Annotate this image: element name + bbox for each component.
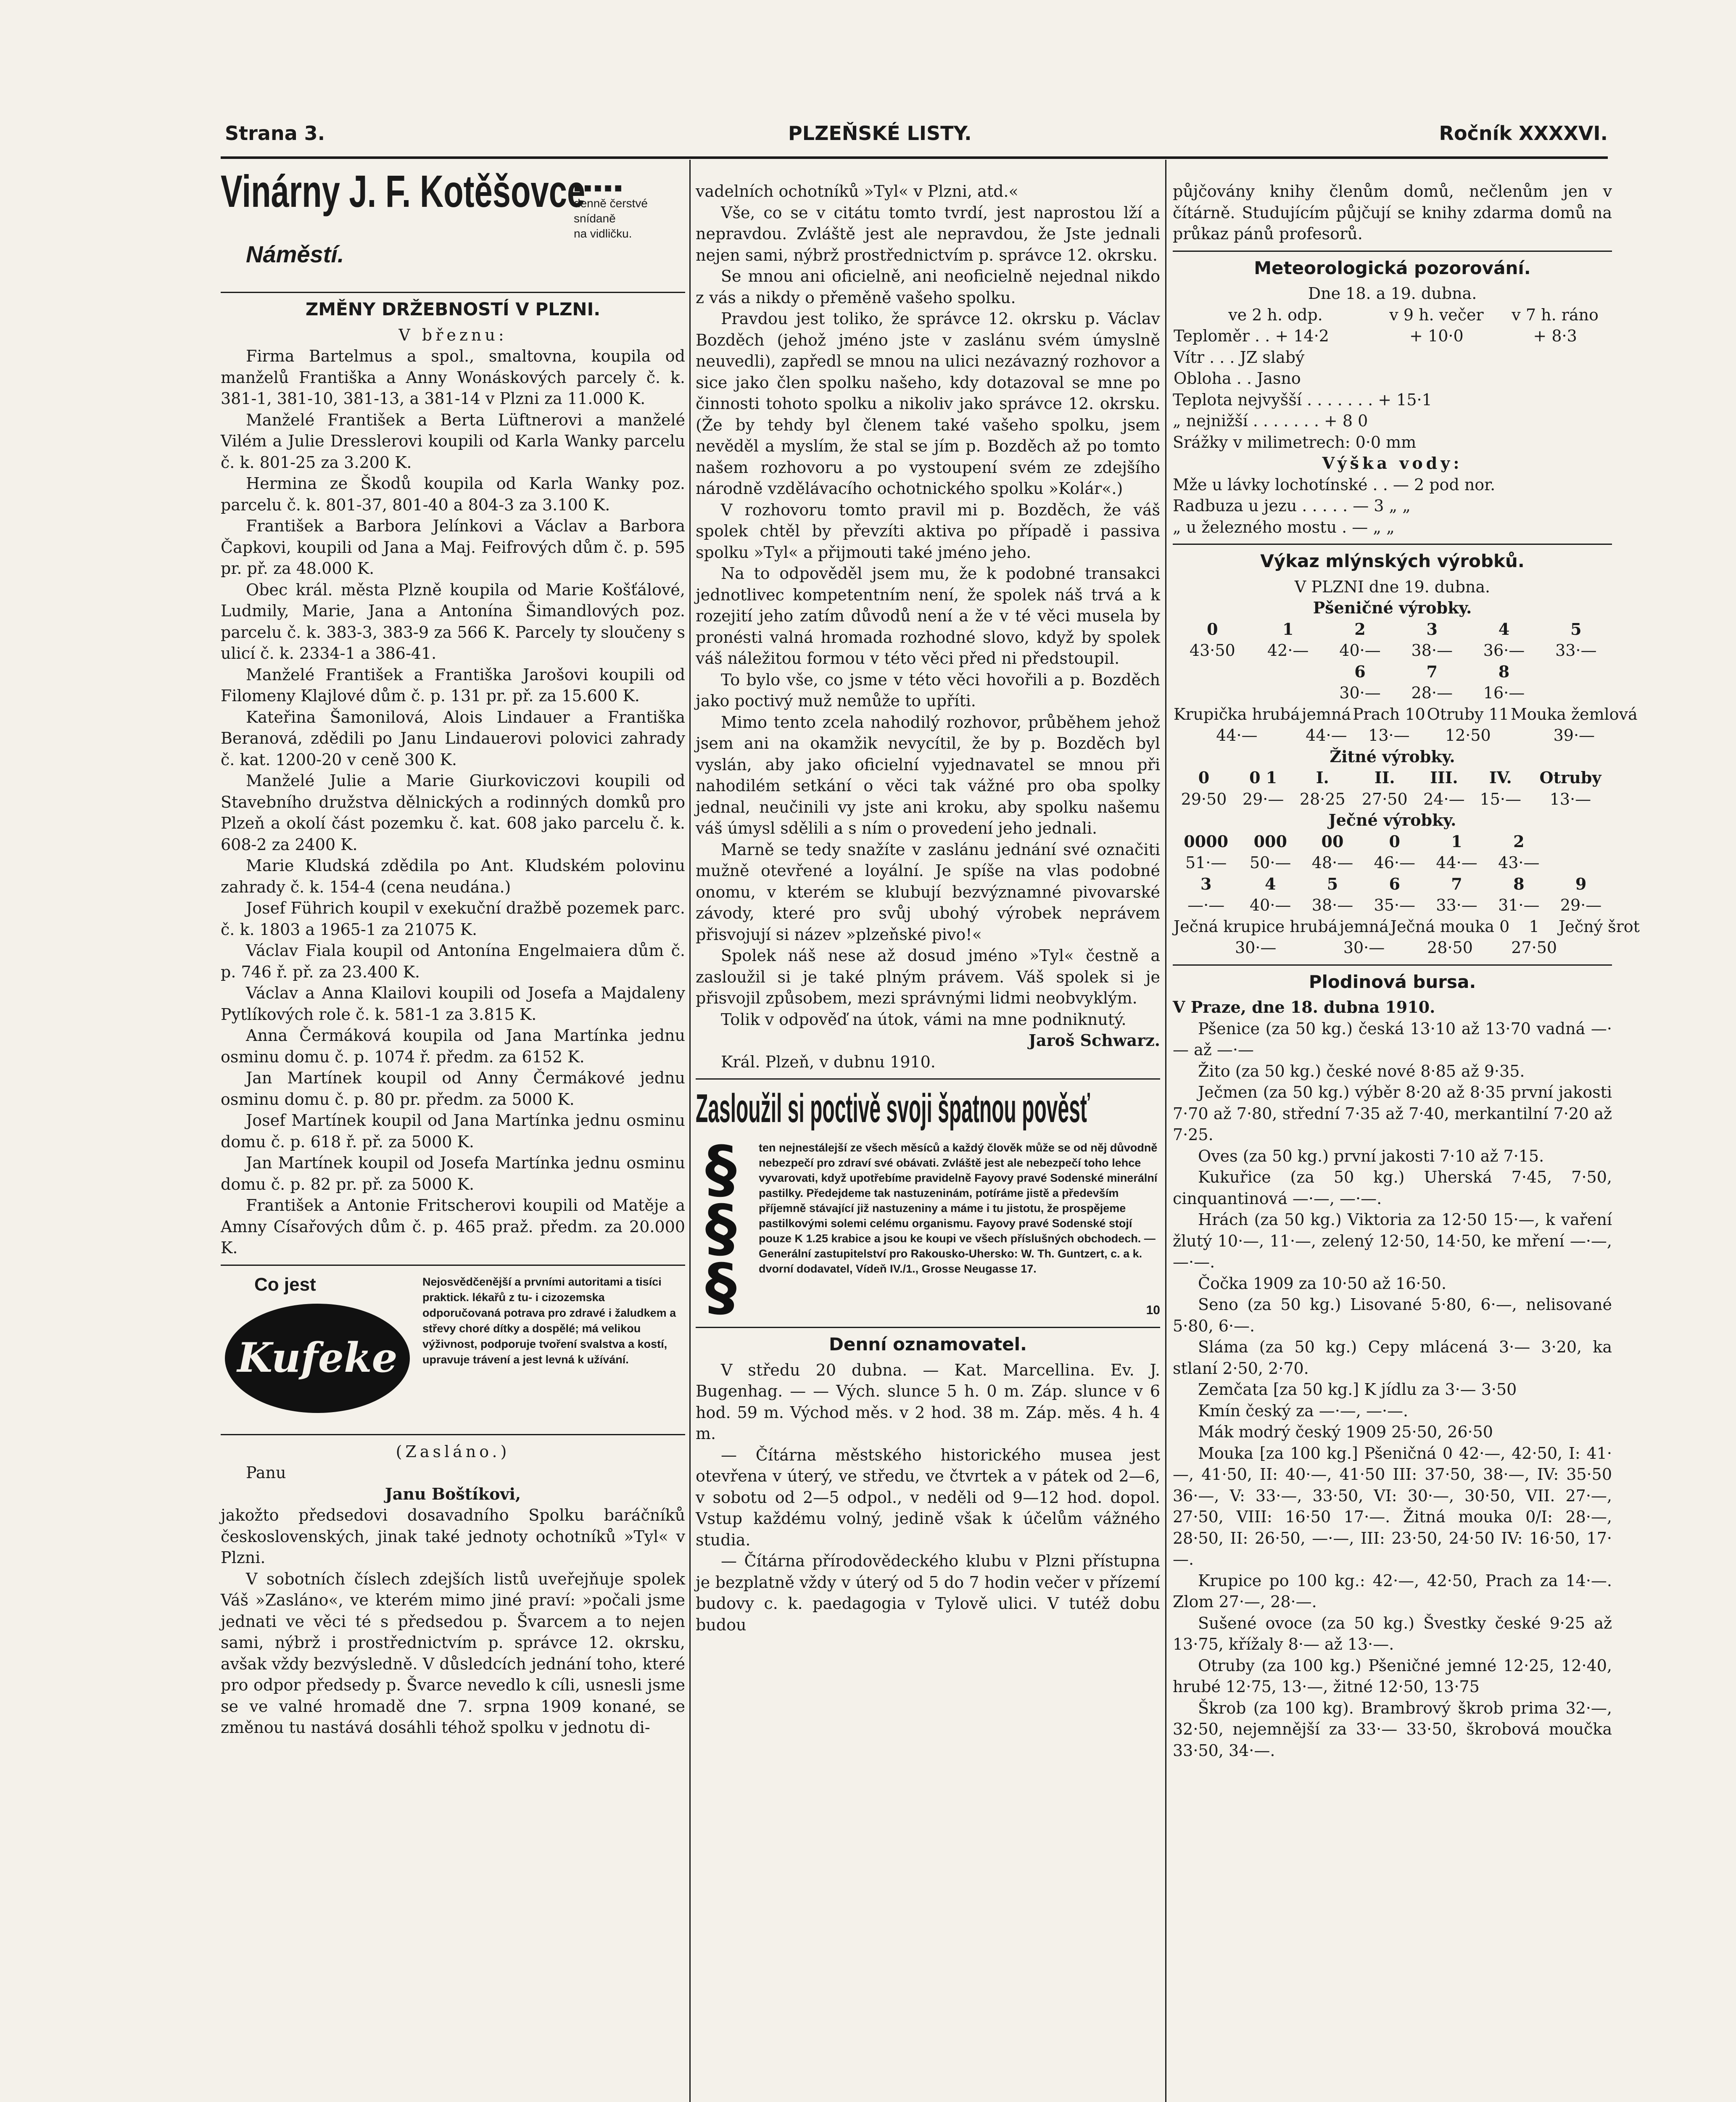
section-heading: Výkaz mlýnských výrobků.: [1260, 551, 1525, 571]
table-cell: 9: [1575, 874, 1587, 893]
bursa-item: Krupice po 100 kg.: 42·—, 42·50, Prach za 14·—. Zlom 27·—, 28·—.: [1173, 1571, 1612, 1611]
table-cell: jemná: [1301, 705, 1351, 724]
vody-row: „ u železného mostu . — „ „: [1173, 518, 1395, 536]
table-cell: 43·50: [1189, 641, 1235, 660]
table-cell: 36·—: [1483, 641, 1525, 660]
meteo-srazky: Srážky v milimetrech: 0·0 mm: [1173, 433, 1417, 452]
meteo-table: [1173, 304, 1612, 389]
table-cell: [1558, 937, 1641, 959]
jecne-table: [1173, 831, 1612, 916]
table-cell: 27·50: [1361, 790, 1408, 808]
table-cell: v 9 h. večer: [1389, 305, 1484, 324]
column-divider-2: [1165, 160, 1166, 2102]
article-paragraph: Josef Führich koupil v exekuční dražbě pozemek parc. č. k. 1803 a 1965-1 za 21075 K.: [221, 899, 685, 939]
table-cell: 33·—: [1436, 896, 1477, 914]
table-cell: 39·—: [1553, 726, 1595, 745]
table-cell: 5: [1327, 874, 1338, 893]
zaslano-addressee: Janu Boštíkovi,: [385, 1484, 521, 1503]
article-paragraph: Václav Fiala koupil od Antonína Engelmaiera dům č. p. 746 ř. př. za 23.400 K.: [221, 941, 685, 981]
table-cell: II.: [1374, 768, 1395, 787]
table-cell: 1: [1451, 832, 1462, 851]
newspaper-title: PLZEŇSKÉ LISTY.: [788, 122, 972, 145]
article-paragraph: Na to odpověděl jsem mu, že k podobné transakci jednotlivec kompetentním není, že spolek náš trvá a k rozejití jeho zatím důvodů není a že v té věci musela by pronésti valná hromada rozhodné slovo, když by spolek váš náležitou formou v této věci před ni předstoupil.: [696, 564, 1160, 668]
ad-offer-3: na vidličku.: [574, 227, 632, 240]
table-cell: Ječná mouka 0: [1390, 917, 1510, 936]
bursa-item: Hrách (za 50 kg.) Viktoria za 12·50 15·—, k vaření žlutý 10·—, 11·—, zelený 12·50, 14·50, ke mření —·—, —·—.: [1173, 1210, 1612, 1271]
table-cell: Otruby 11: [1427, 705, 1509, 724]
table-cell: v 7 h. ráno: [1512, 305, 1599, 324]
masthead: [225, 122, 1608, 160]
article-paragraph: V středu 20 dubna. — Kat. Marcellina. Ev. J. Bugenhag. — — Vých. slunce 5 h. 0 m. Záp. slunce v 6 hod. 59 m. Východ měs. v 2 hod. 38 m. Záp. měs. 4 h. 4 m.: [696, 1360, 1160, 1443]
table-cell: 5: [1570, 619, 1582, 639]
table-cell: Obloha . . Jasno: [1174, 369, 1301, 388]
table-cell: 4: [1498, 619, 1510, 639]
table-cell: 13·—: [1368, 726, 1410, 745]
ad-kufeke-title: Co jest: [254, 1274, 316, 1295]
ornament-squares: ■■■■■: [574, 181, 625, 195]
divider: [221, 1434, 685, 1435]
table-cell: 28·25: [1299, 790, 1346, 808]
bursa-item: Kmín český za —·—, —·—.: [1198, 1401, 1409, 1420]
zaslano-heading: (Zasláno.): [396, 1442, 510, 1461]
bursa-item: Kukuřice (za 50 kg.) Uherská 7·45, 7·50, cinquantinová —·—, —·—.: [1173, 1168, 1612, 1208]
table-cell: 8: [1498, 662, 1510, 681]
article-paragraph: Jan Martínek koupil od Anny Čermákové jednu osminu domu č. p. 80 pr. předm. za 5000 K.: [221, 1069, 685, 1109]
page-number: Strana 3.: [225, 122, 325, 145]
bursa-item: Zemčata [za 50 kg.] K jídlu za 3·— 3·50: [1198, 1380, 1517, 1399]
article-paragraph: Manželé František a Berta Lüftnerovi a manželé Vilém a Julie Dresslerovi koupili od Karla Wanky parcelu č. k. 801-25 za 3.200 K.: [221, 410, 685, 472]
bursa-item: Mák modrý český 1909 25·50, 26·50: [1198, 1423, 1493, 1441]
article-paragraph: Pravdou jest toliko, že správce 12. okrsku p. Václav Bozděch (jehož jméno jste v zaslánu svém úmyslně neuvedli), zapředl se mnou na ulici nezávazný rozhovor a sice jako člen spolku našeho, kdy dotazoval se mne po činnosti tohoto spolku a nikoliv jako správce 12. okrsku. (Že by tehdy byl členem také vašeho spolku, jsem nevěděl a myslím, že stal se jím p. Bozděch až po tomto našem rozhovoru a po vystoupení svém ze zdejšího národně vzdělávacího ochotnického spolku »Kolár«.): [696, 309, 1160, 498]
zaslano-to: Panu: [246, 1463, 286, 1482]
table-cell: 29·—: [1560, 896, 1602, 914]
article-paragraph: František a Barbora Jelínkovi a Václav a Barbora Čapkovi, koupili od Jana a Maj. Feifrových dům č. p. 595 pr. př. za 48.000 K.: [221, 517, 685, 578]
article-paragraph: Se mnou ani oficielně, ani neoficielně nejednal nikdo z vás a nikdy o přeměně vašeho spolku.: [696, 267, 1160, 307]
jecne-table-2: [1173, 916, 1641, 959]
bursa-item: Mouka [za 100 kg.] Pšeničná 0 42·—, 42·50, I: 41·—, 41·50, II: 40·—, 41·50 III: 37·50, 38·—, IV: 35·50 36·—, V: 33·—, 33·50, VI: 30·—, 30·50, VII. 27·—, 27·50, VIII: 16·50 17·—. Žitná mouka 0/I: 28·—, 28·50, II: 26·50, —·—, III: 23·50, 24·50 IV: 16·50, 17·—.: [1173, 1444, 1612, 1569]
ad-vinarny: [221, 166, 685, 286]
ad-sodenske-title: Zasloužil si poctivě svoji špatnou pověsť: [696, 1086, 1090, 1131]
divider: [1173, 251, 1612, 252]
table-cell: 24·—: [1423, 790, 1465, 808]
table-cell: 000: [1253, 832, 1287, 851]
table-cell: 46·—: [1374, 853, 1415, 872]
table-cell: Prach 10: [1353, 705, 1425, 724]
article-paragraph: Manželé František a Františka Jarošovi koupili od Filomeny Klajlové dům č. p. 131 pr. př. za 15.600 K.: [221, 665, 685, 705]
article-paragraph: Anna Čermáková koupila od Jana Martínka jednu osminu domu č. p. 1074 ř. předm. za 6152 K.: [221, 1026, 685, 1066]
column-3: [1173, 181, 1640, 1761]
bursa-item: Oves (za 50 kg.) první jakosti 7·10 až 7·15.: [1198, 1146, 1544, 1165]
table-cell: 51·—: [1185, 853, 1227, 872]
section-heading: ZMĚNY DRŽEBNOSTÍ V PLZNI.: [305, 299, 601, 320]
vody-heading: Výška vody:: [1322, 454, 1463, 473]
table-cell: 44·—: [1436, 853, 1477, 872]
mlyn-sub: V PLZNI dne 19. dubna.: [1294, 577, 1491, 596]
section-heading: Denní oznamovatel.: [829, 1334, 1027, 1355]
table-cell: 42·—: [1267, 641, 1309, 660]
divider: [1173, 964, 1612, 966]
signature: Jaroš Schwarz.: [1029, 1031, 1160, 1050]
table-cell: 13·—: [1549, 790, 1591, 808]
table-cell: 2: [1354, 619, 1366, 639]
article-paragraph: — Čítárna přírodovědeckého klubu v Plzni přístupna je bezplatně vždy v úterý od 5 do 7 hodin večer v přízemí budovy c. k. paedagogia v Tylově ulici. V tutéž dobu budou: [696, 1552, 1160, 1634]
meteo-min: „ nejnižší . . . . . . . + 8 0: [1173, 412, 1368, 430]
table-cell: 0000: [1184, 832, 1229, 851]
table-cell: 50·—: [1250, 853, 1291, 872]
table-cell: Ječný šrot: [1559, 917, 1640, 936]
divider: [1173, 544, 1612, 545]
place-date: Král. Plzeň, v dubnu 1910.: [721, 1052, 936, 1071]
table-cell: 28·—: [1411, 684, 1453, 702]
article-paragraph: Marie Kludská zdědila po Ant. Kludském polovinu zahrady č. k. 154-4 (cena neudána.): [221, 856, 685, 896]
table-cell: 15·—: [1480, 790, 1521, 808]
table-cell: 31·—: [1498, 896, 1540, 914]
psenicne-table: [1173, 619, 1612, 704]
month-heading: V březnu:: [398, 325, 507, 344]
table-cell: I.: [1316, 768, 1329, 787]
table-cell: 6: [1389, 874, 1400, 893]
table-cell: 00: [1321, 832, 1344, 851]
table-cell: 38·—: [1411, 641, 1453, 660]
table-cell: jemná: [1339, 917, 1389, 936]
divider: [221, 1265, 685, 1266]
divider: [696, 1327, 1160, 1328]
table-cell: 48·—: [1311, 853, 1353, 872]
table-cell: 28·50: [1427, 938, 1473, 957]
bursa-item: Škrob (za 100 kg). Brambrový škrob prima 32·—, 32·50, nejemnější za 33·— 33·50, škrobová moučka 33·50, 34·—.: [1173, 1698, 1612, 1760]
article-paragraph: půjčovány knihy členům domů, nečlenům jen v čítárně. Studujícím půjčují se knihy zdarma domů na průkaz pánů profesorů.: [1173, 182, 1612, 243]
bursa-item: Čočka 1909 za 10·50 až 16·50.: [1198, 1274, 1447, 1293]
mlyn-subheading: Žitné výrobky.: [1330, 747, 1455, 766]
mlyn-subheading: Ječné výrobky.: [1328, 811, 1456, 829]
article-paragraph: Firma Bartelmus a spol., smaltovna, koupila od manželů Františka a Anny Wonáskových parcely č. k. 381-1, 381-10, 381-13, a 381-14 v Plzni za 11.000 K.: [221, 347, 685, 408]
zitne-table: [1173, 767, 1612, 810]
ad-offer-1: denně čerstvé: [574, 197, 648, 210]
kufeke-logo: Kufeke: [225, 1304, 410, 1413]
table-cell: —·—: [1187, 896, 1225, 914]
divider: [696, 1078, 1160, 1080]
table-cell: Vítr . . . JZ slabý: [1174, 348, 1305, 367]
table-cell: III.: [1430, 768, 1458, 787]
bursa-item: Sušené ovoce (za 50 kg.) Švestky české 9·25 až 13·75, křížaly 8·— až 13·—.: [1173, 1613, 1612, 1653]
ad-number: 10: [1146, 1303, 1160, 1317]
table-cell: 0: [1389, 832, 1400, 851]
ad-sodenske: [696, 1085, 1160, 1324]
ad-sodenske-text: ten nejnestálejší ze všech měsíců a každý člověk může se od něj důvodně nebezpečí pro zdraví své obávati. Zvláště jest ale nebezpečí toho lehce vyvarovati, když upotřebíme pravidelně Fayovy pravé Sodenské minerální pastilky. Předejdeme tak nastuzeninám, potíráme jistě a především příjemně stávající již nastuzeniny a máme i tu jistotu, že prospějeme pastilkovými solemi celému organismu. Fayovy pravé Sodenské stojí pouze K 1.25 krabice a jsou ke koupi ve všech příslušných obchodech. — Generální zastupitelství pro Rakousko-Uhersko: W. Th. Guntzert, c. a k. dvorní dodavatel, Vídeň IV./1., Grosse Neugasse 17.: [759, 1141, 1158, 1275]
table-cell: 43·—: [1498, 853, 1540, 872]
table-cell: IV.: [1489, 768, 1512, 787]
bursa-item: Pšenice (za 50 kg.) česká 13·10 až 13·70 vadná —·— až —·—: [1173, 1019, 1612, 1059]
table-cell: 6: [1354, 662, 1366, 681]
bursa-item: Žito (za 50 kg.) české nové 8·85 až 9·35.: [1198, 1062, 1525, 1080]
section-heading: Plodinová bursa.: [1309, 971, 1476, 992]
table-cell: 44·—: [1306, 726, 1347, 745]
table-cell: 30·—: [1339, 684, 1381, 702]
article-paragraph: jakožto předsedovi dosavadního Spolku baráčníků československých, jinak také jednoty ochotníků »Tyl« v Plzni.: [221, 1506, 685, 1567]
divider: [221, 292, 685, 293]
article-paragraph: Obec král. města Plzně koupila od Marie Košťálové, Ludmily, Marie, Jana a Antonína Šimandlových poz. parcelu č. k. 383-3, 383-9 za 566 K. Parcely ty sloučeny s ulicí č. k. 2334-1 a 386-41.: [221, 580, 685, 663]
vody-row: Radbuza u jezu . . . . . — 3 „ „: [1173, 496, 1411, 515]
bursa-item: Otruby (za 100 kg.) Pšeničné jemné 12·25, 12·40, hrubé 12·75, 13·—, žitné 12·50, 13·75: [1173, 1656, 1612, 1696]
column-divider-1: [689, 160, 691, 2102]
ad-kufeke: [221, 1274, 685, 1426]
table-cell: 35·—: [1374, 896, 1415, 914]
table-cell: 27·50: [1511, 938, 1557, 957]
table-cell: 2: [1513, 832, 1525, 851]
bursa-item: Sláma (za 50 kg.) Cepy mlácená 3·— 3·20, ka stlaní 2·50, 2·70.: [1173, 1338, 1612, 1378]
table-cell: 38·—: [1311, 896, 1353, 914]
table-cell: 3: [1200, 874, 1212, 893]
article-paragraph: Václav a Anna Klailovi koupili od Josefa a Majdaleny Pytlíkových role č. k. 581-1 za 3.815 K.: [221, 984, 685, 1024]
article-paragraph: vadelních ochotníků »Tyl« v Plzni, atd.«: [696, 182, 1018, 201]
header-rule: [221, 156, 1608, 159]
table-cell: 29·50: [1181, 790, 1227, 808]
table-cell: + 8·3: [1533, 327, 1577, 345]
table-cell: 40·—: [1250, 896, 1291, 914]
vody-row: Mže u lávky lochotínské . . — 2 pod nor.: [1173, 475, 1496, 494]
article-paragraph: Tolik v odpověď na útok, vámi na mne podniknutý.: [721, 1010, 1127, 1029]
table-cell: 1: [1529, 917, 1539, 936]
column-2: [696, 181, 1160, 1635]
bursa-date: V Praze, dne 18. dubna 1910.: [1173, 998, 1435, 1017]
table-cell: Mouka žemlová: [1510, 705, 1638, 724]
table-cell: 16·—: [1483, 684, 1525, 702]
article-paragraph: Kateřina Šamonilová, Alois Lindauer a Františka Beranová, zdědili po Janu Lindauerovi polovici zahrady č. kat. 1200-20 v ceně 300 K.: [221, 708, 685, 769]
table-cell: + 10·0: [1409, 327, 1464, 345]
table-cell: 4: [1265, 874, 1276, 893]
table-cell: 33·—: [1555, 641, 1597, 660]
article-paragraph: — Čítárna městského historického musea jest otevřena v úterý, ve středu, ve čtvrtek a v pátek od 2—6, v sobotu od 2—5 odpol., v neděli od 9—12 hod. dopol. Vstup každému volný, jedině však k účelům vážného studia.: [696, 1445, 1160, 1549]
table-cell: 29·—: [1242, 790, 1284, 808]
ad-vinarny-place: Náměstí.: [246, 241, 344, 267]
article-paragraph: To bylo vše, co jsme v této věci hovořili a p. Bozděch jako poctivý muž nemůže to upříti.: [696, 670, 1160, 710]
table-cell: 12·50: [1445, 726, 1491, 745]
article-paragraph: Jan Martínek koupil od Josefa Martínka jednu osminu domu č. p. 82 pr. př. za 5000 K.: [221, 1154, 685, 1194]
s-ornament-icon: § § §: [705, 1133, 737, 1324]
article-paragraph: Hermina ze Škodů koupila od Karla Wanky poz. parcelu č. k. 801-37, 801-40 a 804-3 za 3.100 K.: [221, 474, 685, 514]
bursa-item: Seno (za 50 kg.) Lisované 5·80, 6·—, nelisované 5·80, 6·—.: [1173, 1295, 1612, 1335]
table-cell: 1: [1282, 619, 1294, 639]
table-cell: 40·—: [1339, 641, 1381, 660]
table-cell: 8: [1513, 874, 1525, 893]
bursa-item: Ječmen (za 50 kg.) výběr 8·20 až 8·35 první jakosti 7·70 až 7·80, střední 7·35 až 7·40, merkantilní 7·20 až 7·25.: [1173, 1083, 1612, 1144]
column-1: [221, 166, 685, 1738]
table-cell: 0: [1207, 619, 1218, 639]
volume-number: Ročník XXXXVI.: [1439, 122, 1608, 145]
article-paragraph: Josef Martínek koupil od Jana Martínka jednu osminu domu č. p. 618 ř. př. za 5000 K.: [221, 1111, 685, 1151]
table-cell: 44·—: [1216, 726, 1258, 745]
section-heading: Meteorologická pozorování.: [1254, 257, 1531, 278]
article-paragraph: Mimo tento zcela nahodilý rozhovor, průběhem jehož jsem ani na okamžik nevycítil, že by p. Bozděch byl vyslán, aby jako oficielní vyjednavatel se mnou při nahodilém setkání o věci tak vážné pro oba spolky jednal, neučinili vy jste ani kroku, aby spolku našemu váš úmysl sdělili a s ním o provedení jeho jednali.: [696, 713, 1160, 837]
article-paragraph: František a Antonie Fritscherovi koupili od Matěje a Amny Císařových dům č. p. 465 praž. předm. za 20.000 K.: [221, 1196, 685, 1257]
article-paragraph: Marně se tedy snažíte v zaslánu jednání své označiti mužně otevřené a loyální. Je spíše na vlas podobné onomu, v kterém se klubují bezvýznamné pivovarské závody, které pro svůj ubohý výrobek neprávem přisvojují si název »plzeňské pivo!«: [696, 840, 1160, 944]
table-cell: Teploměr . . + 14·2: [1174, 327, 1329, 345]
article-paragraph: V rozhovoru tomto pravil mi p. Bozděch, že váš spolek chtěl by převzíti aktiva po případě i passiva spolku »Tyl« a přijmouti také jméno jeho.: [696, 500, 1160, 562]
table-cell: Ječná krupice hrubá: [1174, 917, 1338, 936]
table-cell: Otruby: [1539, 768, 1601, 787]
article-paragraph: V sobotních číslech zdejších listů uveřejňuje spolek Váš »Zasláno«, ve kterém mimo jiné praví: »počali jsme jednati ve věci té s předsedou p. Švarcem a to nejen sami, nýbrž i prostřednictvím p. správce 12. okrsku, avšak vždy bezvýsledně. V důsledcích jednání toho, které pro odpor předsedy p. Švarce nevedlo k cíli, usnesli jsme se ve valné hromadě dne 7. srpna 1909 konané, se změnou tu nastává dosáhli téhož spolku v jednotu di-: [221, 1569, 685, 1737]
psenicne-table-2: [1173, 704, 1638, 746]
meteo-max: Teplota nejvyšší . . . . . . . + 15·1: [1173, 390, 1432, 409]
table-cell: 7: [1426, 662, 1438, 681]
ad-kufeke-text: Nejosvědčenější a prvními autoritami a tisíci praktick. lékařů z tu- i cizozemska odporučovaná potrava pro zdravé i žaludkem a střevy choré dítky a dospělé; má velikou výživnost, podporuje tvoření svalstva a kostí, upravuje trávení a jest levná k užívání.: [422, 1275, 676, 1366]
article-paragraph: Manželé Julie a Marie Giurkoviczovi koupili od Stavebního družstva dělnických a rodinných domků pro Plzeň a okolí část pozemku č. kat. 608 jako parcelu č. k. 608-2 za 2400 K.: [221, 771, 685, 854]
ad-vinarny-title: Vinárny J. F. Kotěšovce: [221, 166, 586, 217]
meteo-date: Dne 18. a 19. dubna.: [1308, 284, 1477, 303]
table-cell: Krupička hrubá: [1174, 705, 1300, 724]
ad-offer-2: snídaně: [574, 212, 616, 225]
mlyn-subheading: Pšeničné výrobky.: [1313, 598, 1472, 617]
table-cell: 0 1: [1249, 768, 1277, 787]
article-paragraph: Spolek náš nese až dosud jméno »Tyl« čestně a zasloužil si je také plným právem. Váš spolek si je přisvojil způsobem, mezi správnými lidmi neobvyklým.: [696, 946, 1160, 1007]
table-cell: 3: [1426, 619, 1438, 639]
table-cell: ve 2 h. odp.: [1228, 305, 1323, 324]
article-paragraph: Vše, co se v citátu tomto tvrdí, jest naprostou lží a nepravdou. Zvláště jest ale nepravdou, že Jste jednali nejen sami, nýbrž prostřednictvím p. správce 12. okrsku.: [696, 203, 1160, 264]
table-cell: 30·—: [1235, 938, 1277, 957]
table-cell: 30·—: [1343, 938, 1385, 957]
table-cell: 7: [1451, 874, 1462, 893]
table-cell: 0: [1198, 768, 1210, 787]
